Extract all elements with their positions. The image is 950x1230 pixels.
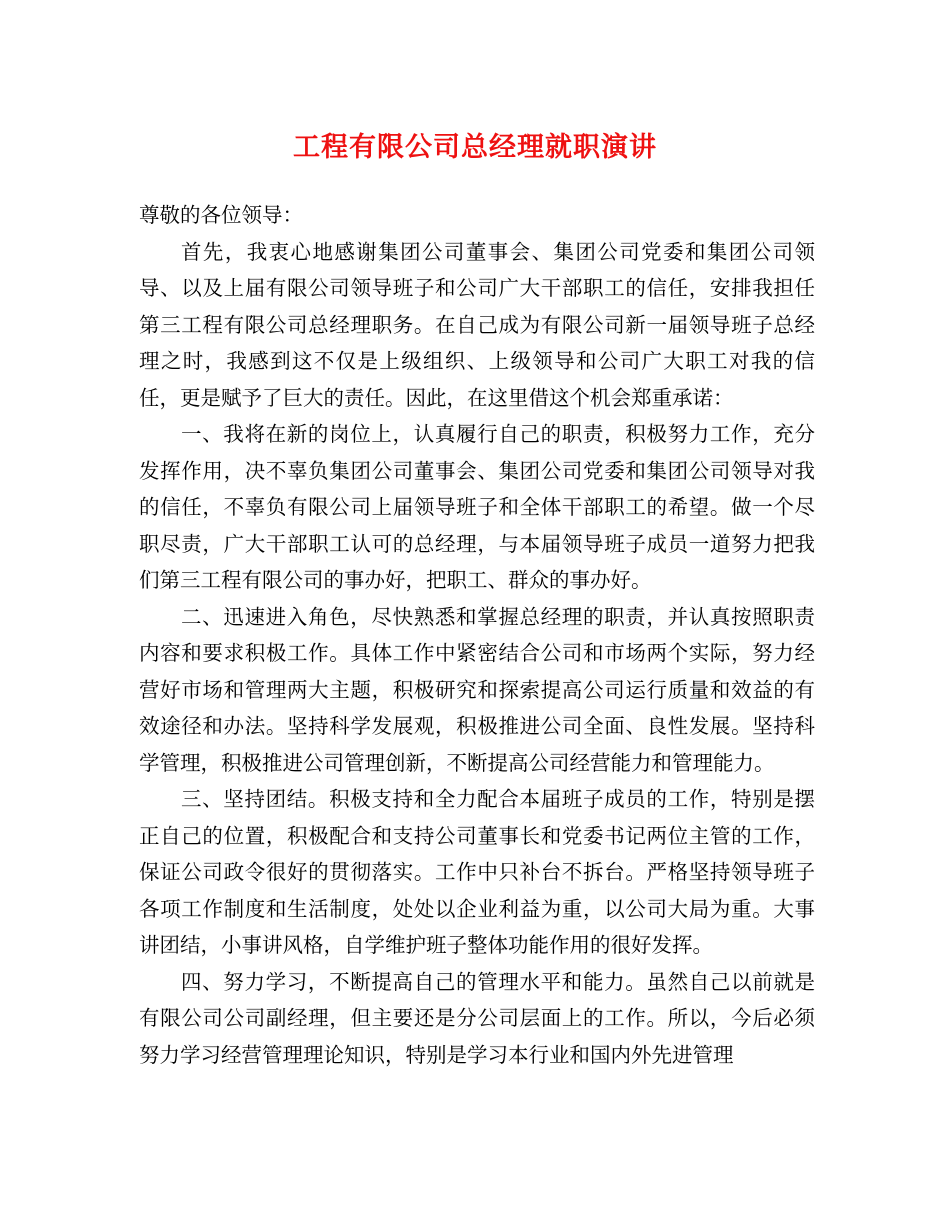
paragraph-point-two: 二、迅速进入角色，尽快熟悉和掌握总经理的职责，并认真按照职责内容和要求积极工作。具体工作中紧密结合公司和市场两个实际，努力经营好市场和管理两大主题，积极研究和探索提高公司运行质量和效益的有效途径和办法。坚持科学发展观，积极推进公司全面、良性发展。坚持科学管理，积极推进公司管理创新，不断提高公司经营能力和管理能力。 [139,604,815,775]
paragraph-point-three: 三、坚持团结。积极支持和全力配合本届班子成员的工作，特别是摆正自己的位置，积极配合和支持公司董事长和党委书记两位主管的工作，保证公司政令很好的贯彻落实。工作中只补台不拆台。严格坚持领导班子各项工作制度和生活制度，处处以企业利益为重，以公司大局为重。大事讲团结，小事讲风格，自学维护班子整体功能作用的很好发挥。 [139,787,815,957]
document-body [139,197,815,1073]
paragraph-point-one: 一、我将在新的岗位上，认真履行自己的职责，积极努力工作，充分发挥作用，决不辜负集团公司董事会、集团公司党委和集团公司领导对我的信任，不辜负有限公司上届领导班子和全体干部职工的希望。做一个尽职尽责，广大干部职工认可的总经理，与本届领导班子成员一道努力把我们第三工程有限公司的事办好，把职工、群众的事办好。 [139,422,815,592]
salutation: 尊敬的各位领导： [139,203,303,227]
document-title: 工程有限公司总经理就职演讲 [293,132,657,163]
paragraph-intro: 首先，我衷心地感谢集团公司董事会、集团公司党委和集团公司领导、以及上届有限公司领导班子和公司广大干部职工的信任，安排我担任第三工程有限公司总经理职务。在自己成为有限公司新一届领导班子总经理之时，我感到这不仅是上级组织、上级领导和公司广大职工对我的信任，更是赋予了巨大的责任。因此，在这里借这个机会郑重承诺： [139,239,815,410]
paragraph-point-four: 四、努力学习，不断提高自己的管理水平和能力。虽然自己以前就是有限公司公司副经理，但主要还是分公司层面上的工作。所以，今后必须努力学习经营管理理论知识，特别是学习本行业和国内外先进管理 [139,969,815,1067]
